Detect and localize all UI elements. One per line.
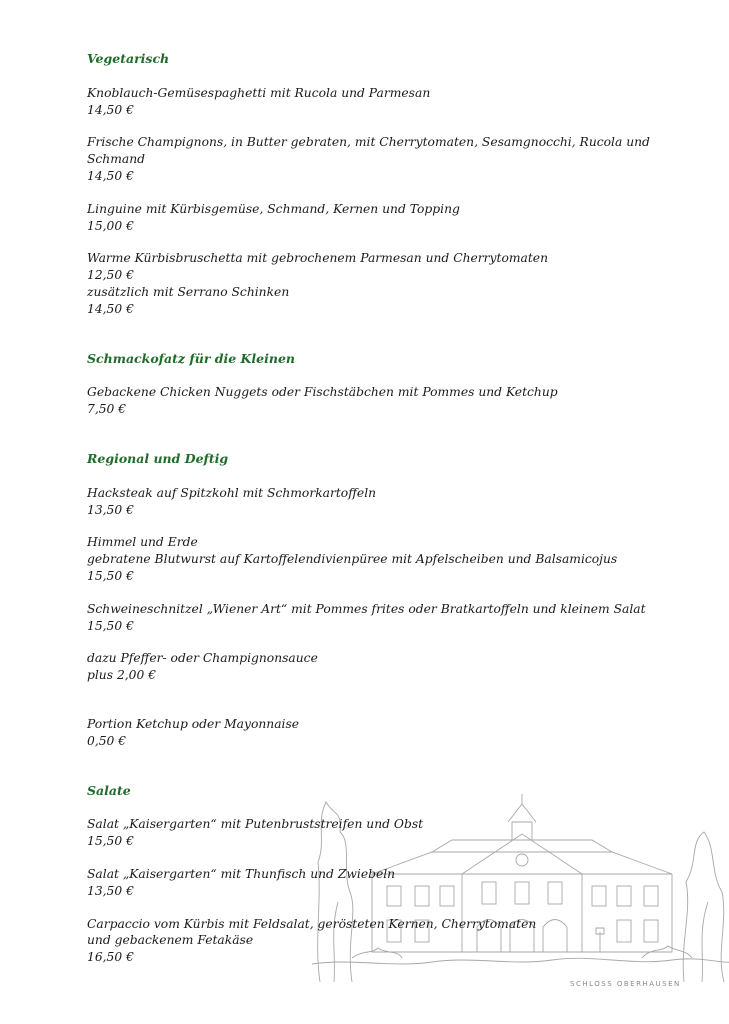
menu-item-text: Portion Ketchup oder Mayonnaise (87, 716, 300, 731)
menu-item-text: Carpaccio vom Kürbis mit Feldsalat, gerösteten Kernen, Cherrytomaten (87, 916, 537, 931)
menu-item (87, 534, 667, 584)
section-heading: Vegetarisch (87, 51, 170, 66)
menu-item-text (87, 700, 667, 716)
menu-item-price: 14,50 € (87, 102, 134, 117)
menu-item-text: Knoblauch-Gemüsespaghetti mit Rucola und Parmesan (87, 85, 431, 100)
illustration-caption: SCHLOSS OBERHAUSEN (570, 980, 681, 988)
menu-item (87, 85, 667, 119)
menu-item (87, 134, 667, 184)
menu-item-text: Frische Champignons, in Butter gebraten, mit Cherrytomaten, Sesamgnocchi, Rucola und (87, 135, 650, 150)
menu-item-text: zusätzlich mit Serrano Schinken (87, 284, 290, 299)
menu-section (87, 351, 667, 418)
menu-item-text: dazu Pfeffer- oder Champignonsauce (87, 651, 318, 666)
menu-item-price: 7,50 € (87, 402, 127, 417)
menu-item-price: 14,50 € (87, 301, 134, 316)
menu-item (87, 485, 667, 519)
menu-section (87, 783, 667, 966)
menu-item-price: 12,50 € (87, 268, 134, 283)
menu-section (87, 51, 667, 318)
menu-item-price: 15,50 € (87, 568, 134, 583)
menu-item-price: plus 2,00 € (87, 668, 157, 683)
menu-item-text: Warme Kürbisbruschetta mit gebrochenem Parmesan und Cherrytomaten (87, 251, 548, 266)
menu-item (87, 700, 667, 750)
menu-item-price: 16,50 € (87, 950, 134, 965)
menu-item-price: 13,50 € (87, 502, 134, 517)
menu-item-text: und gebackenem Fetakäse (87, 933, 254, 948)
menu-item-text: Linguine mit Kürbisgemüse, Schmand, Kernen und Topping (87, 201, 460, 216)
menu-item-price: 0,50 € (87, 733, 127, 748)
menu-section (87, 451, 667, 750)
section-heading: Salate (87, 782, 131, 798)
menu-item-text: Schmand (87, 152, 146, 167)
menu-item (87, 201, 667, 235)
section-heading: Schmackofatz für die Kleinen (87, 350, 296, 366)
menu-item-text: Schweineschnitzel „Wiener Art“ mit Pommes frites oder Bratkartoffeln und kleinem Salat (87, 601, 646, 616)
menu-item (87, 916, 667, 966)
menu-item-text: Gebackene Chicken Nuggets oder Fischstäbchen mit Pommes und Ketchup (87, 385, 558, 400)
menu-item-price: 15,50 € (87, 618, 134, 633)
menu-item (87, 601, 667, 635)
menu-item (87, 650, 667, 684)
menu-item-text: Salat „Kaisergarten“ mit Thunfisch und Zwiebeln (87, 866, 396, 881)
menu-item-text: Salat „Kaisergarten“ mit Putenbruststreifen und Obst (87, 817, 424, 832)
menu-content (87, 51, 667, 999)
menu-item-price: 14,50 € (87, 168, 134, 183)
menu-item-price: 15,50 € (87, 834, 134, 849)
menu-item-text: gebratene Blutwurst auf Kartoffelendivienpüree mit Apfelscheiben und Balsamicojus (87, 552, 618, 567)
menu-item-price: 13,50 € (87, 883, 134, 898)
menu-item-price: 15,00 € (87, 218, 134, 233)
menu-item (87, 384, 667, 418)
section-heading: Regional und Deftig (87, 450, 229, 466)
menu-item (87, 816, 667, 850)
menu-item (87, 250, 667, 317)
menu-item-text: Himmel und Erde (87, 535, 198, 550)
menu-item (87, 866, 667, 900)
menu-item-text: Hacksteak auf Spitzkohl mit Schmorkartoffeln (87, 485, 377, 500)
